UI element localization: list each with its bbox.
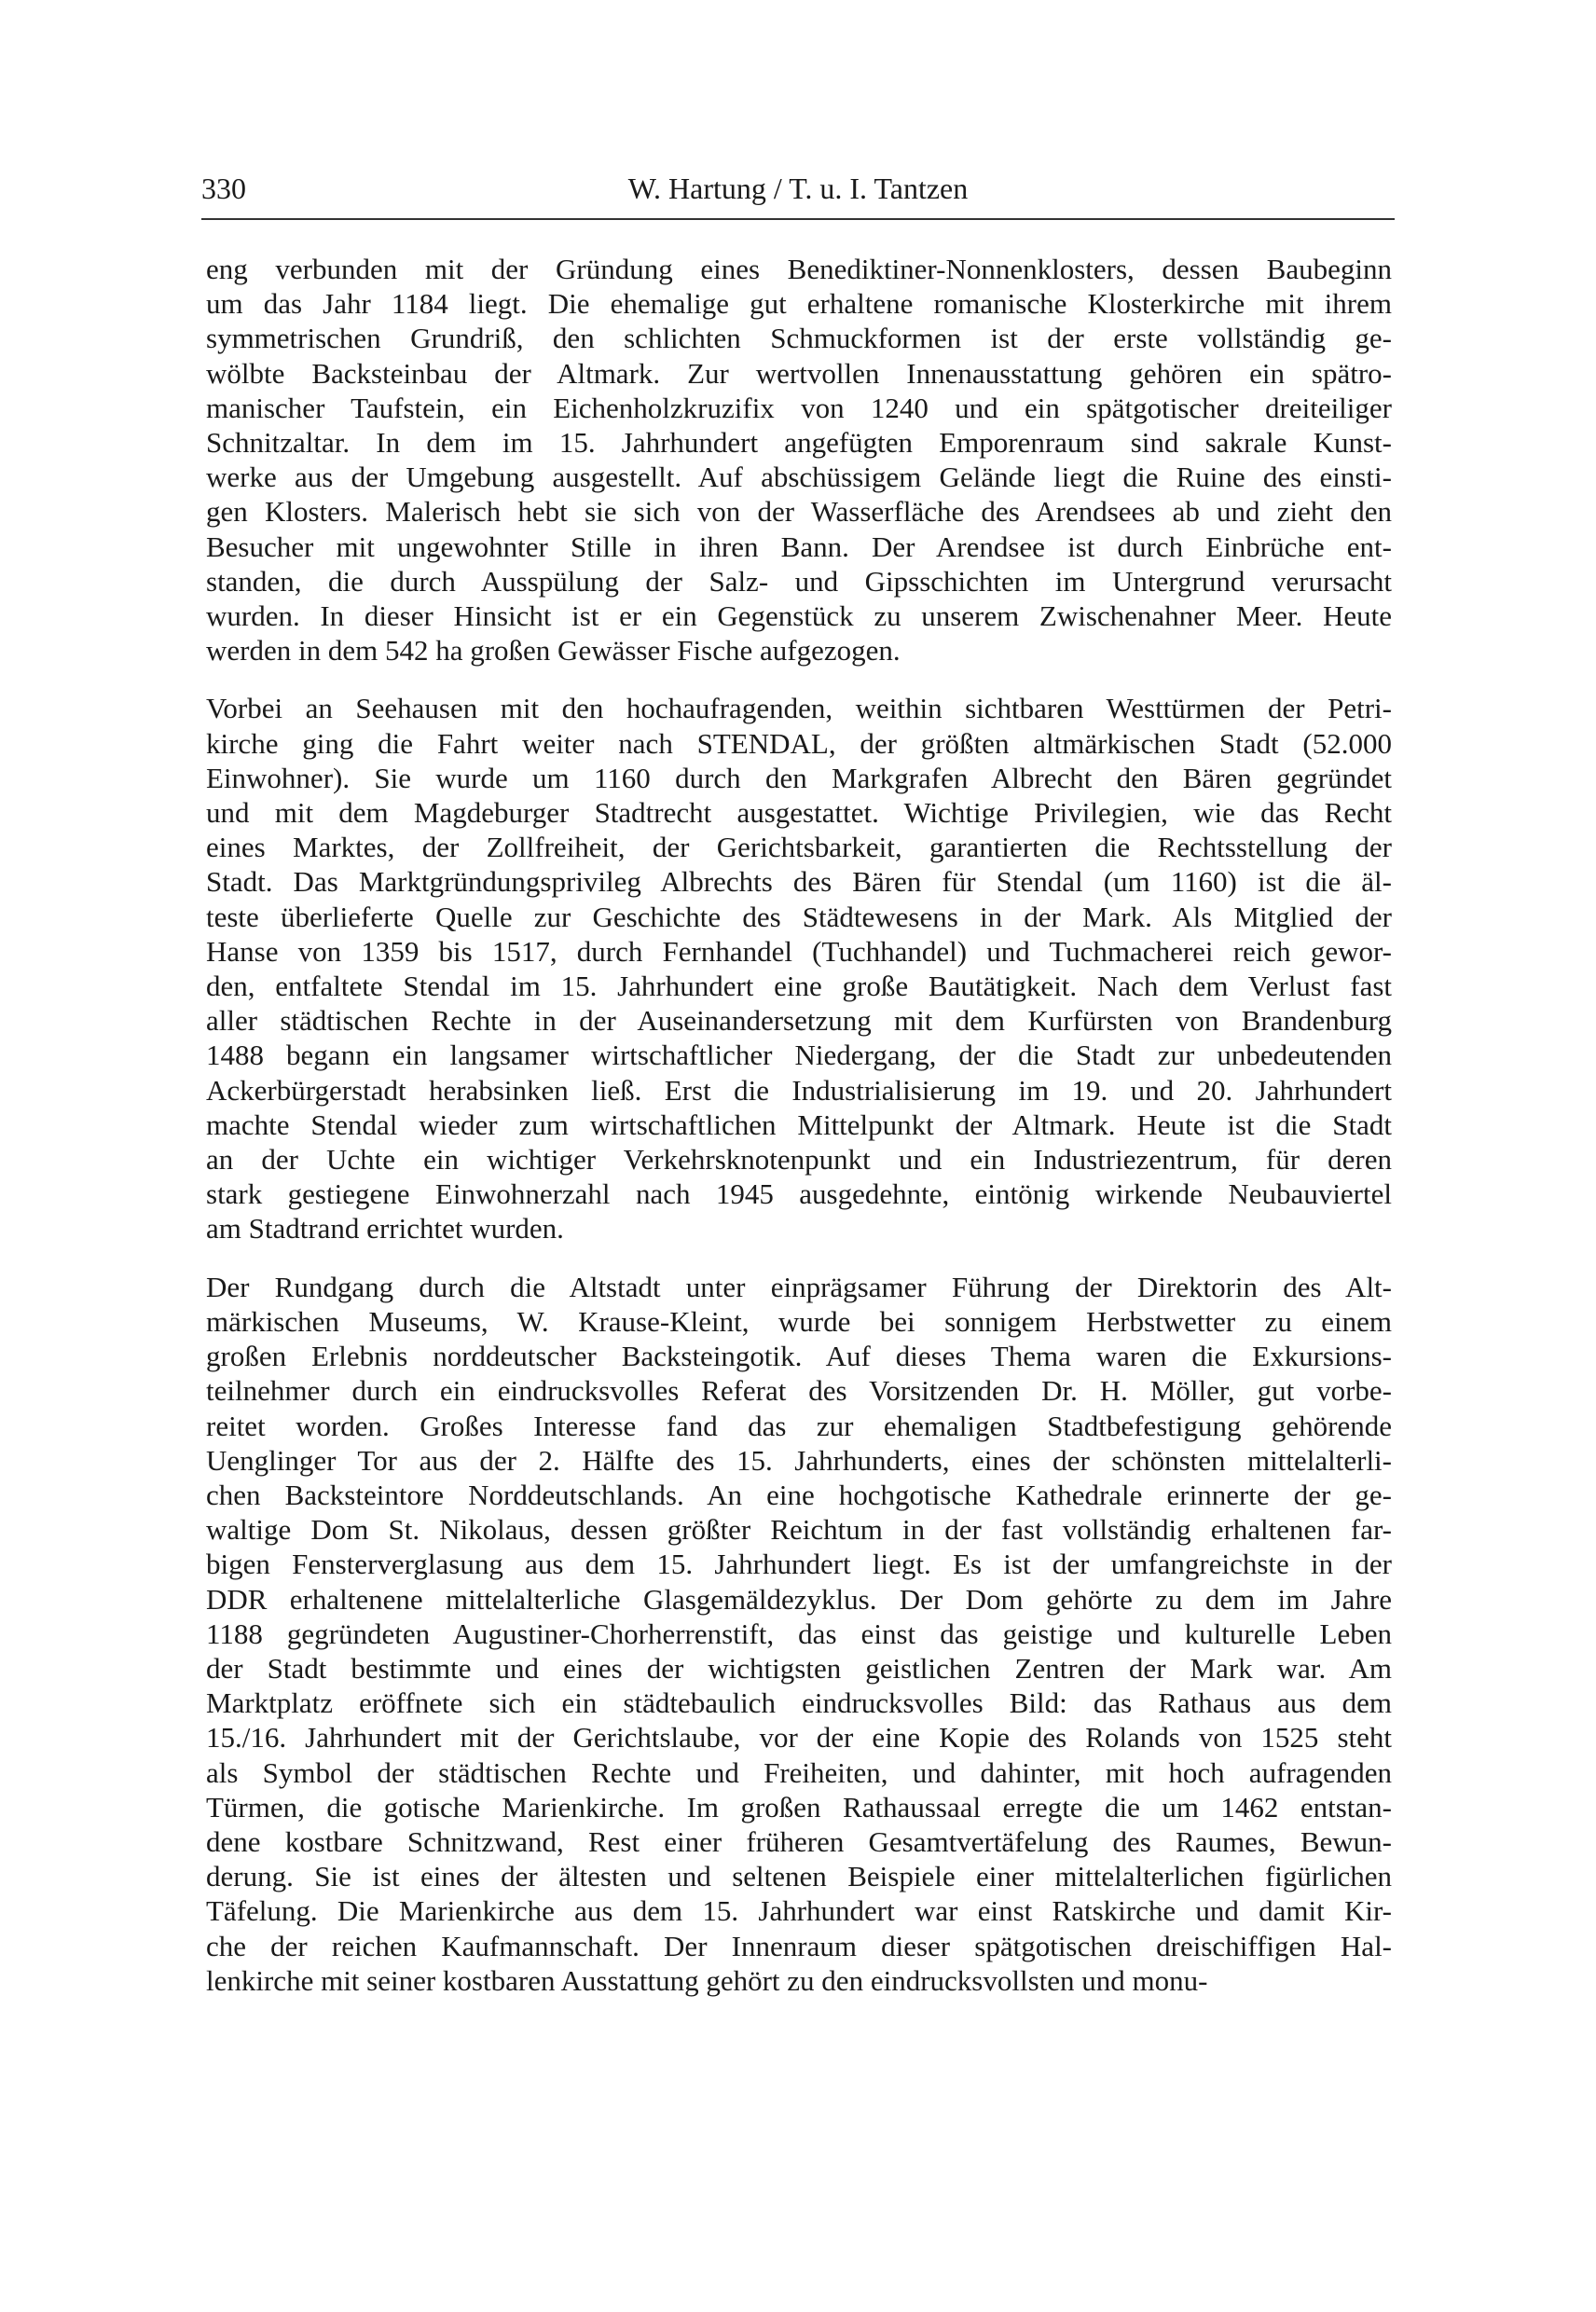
text-line: Marktplatz eröffnete sich ein städtebaulich eindrucksvolles Bild: das Rathaus aus dem <box>206 1686 1392 1720</box>
text-line: dene kostbare Schnitzwand, Rest einer früheren Gesamtvertäfelung des Raumes, Bewun- <box>206 1824 1392 1858</box>
page-number: 330 <box>201 172 246 205</box>
text-line: Hanse von 1359 bis 1517, durch Fernhandel (Tuchhandel) und Tuchmacherei reich gewor- <box>206 934 1392 968</box>
text-line: am Stadtrand errichtet wurden. <box>206 1212 564 1245</box>
text-line: wurden. In dieser Hinsicht ist er ein Gegenstück zu unserem Zwischenahner Meer. Heute <box>206 599 1392 633</box>
text-line: manischer Taufstein, ein Eichenholzkruzifix von 1240 und ein spätgotischer dreiteiliger <box>206 391 1392 424</box>
text-line: 15./16. Jahrhundert mit der Gerichtslaube, vor der eine Kopie des Rolands von 1525 steht <box>206 1721 1392 1755</box>
text-line: Türmen, die gotische Marienkirche. Im großen Rathaussaal erregte die um 1462 entstan- <box>206 1790 1392 1823</box>
text-line: werden in dem 542 ha großen Gewässer Fische aufgezogen. <box>206 634 901 667</box>
text-line: 1188 gegründeten Augustiner-Chorherrenstift, das einst das geistige und kulturelle Leben <box>206 1617 1392 1650</box>
paragraph <box>206 252 1392 667</box>
text-line: standen, die durch Ausspülung der Salz- und Gipsschichten im Untergrund verursacht <box>206 564 1392 598</box>
text-line: bigen Fensterverglasung aus dem 15. Jahrhundert liegt. Es ist der umfangreichste in der <box>206 1548 1392 1581</box>
running-head: W. Hartung / T. u. I. Tantzen <box>627 172 969 205</box>
body-text <box>206 252 1392 1998</box>
text-line: teste überlieferte Quelle zur Geschichte des Städtewesens in der Mark. Als Mitglied der <box>206 900 1392 933</box>
text-line: Ackerbürgerstadt herabsinken ließ. Erst die Industrialisierung im 19. und 20. Jahrhundert <box>206 1073 1392 1107</box>
text-line: Stadt. Das Marktgründungsprivileg Albrechts des Bären für Stendal (um 1160) ist die äl- <box>206 865 1392 899</box>
text-line: werke aus der Umgebung ausgestellt. Auf abschüssigem Gelände liegt die Ruine des einsti- <box>206 461 1392 494</box>
text-line: reitet worden. Großes Interesse fand das zur ehemaligen Stadtbefestigung gehörende <box>206 1409 1392 1442</box>
text-line: Der Rundgang durch die Altstadt unter einprägsamer Führung der Direktorin des Alt- <box>206 1270 1392 1303</box>
text-line: lenkirche mit seiner kostbaren Ausstattung gehört zu den eindrucksvollsten und monu- <box>206 1963 1208 1997</box>
text-line: eines Marktes, der Zollfreiheit, der Gerichtsbarkeit, garantierten die Rechtsstellung der <box>206 831 1392 864</box>
text-line: kirche ging die Fahrt weiter nach STENDAL, der größten altmärkischen Stadt (52.000 <box>206 726 1392 760</box>
header-rule <box>201 218 1395 220</box>
text-line: den, entfaltete Stendal im 15. Jahrhundert eine große Bautätigkeit. Nach dem Verlust fast <box>206 970 1392 1003</box>
text-line: wölbte Backsteinbau der Altmark. Zur wertvollen Innenausstattung gehören ein spätro- <box>206 356 1392 390</box>
text-line: eng verbunden mit der Gründung eines Benediktiner-Nonnenklosters, dessen Baubeginn <box>206 253 1392 285</box>
text-line: Vorbei an Seehausen mit den hochaufragenden, weithin sichtbaren Westtürmen der Petri- <box>206 692 1392 725</box>
text-line: gen Klosters. Malerisch hebt sie sich von der Wasserfläche des Arendsees ab und zieht den <box>206 495 1392 529</box>
text-line: DDR erhaltenene mittelalterliche Glasgemäldezyklus. Der Dom gehörte zu dem im Jahre <box>206 1582 1392 1616</box>
text-line: an der Uchte ein wichtiger Verkehrsknotenpunkt und ein Industriezentrum, für deren <box>206 1143 1392 1177</box>
text-line: Täfelung. Die Marienkirche aus dem 15. Jahrhundert war einst Ratskirche und damit Kir- <box>206 1894 1392 1928</box>
text-line: machte Stendal wieder zum wirtschaftlichen Mittelpunkt der Altmark. Heute ist die Stadt <box>206 1108 1392 1141</box>
text-line: Uenglinger Tor aus der 2. Hälfte des 15. Jahrhunderts, eines der schönsten mittelalterli- <box>206 1443 1392 1477</box>
paragraph <box>206 1270 1392 1998</box>
text-line: 1488 begann ein langsamer wirtschaftlicher Niedergang, der die Stadt zur unbedeutenden <box>206 1039 1392 1072</box>
text-line: und mit dem Magdeburger Stadtrecht ausgestattet. Wichtige Privilegien, wie das Recht <box>206 796 1392 830</box>
text-line: waltige Dom St. Nikolaus, dessen größter Reichtum in der fast vollständig erhaltenen far- <box>206 1513 1392 1547</box>
text-line: symmetrischen Grundriß, den schlichten Schmuckformen ist der erste vollständig ge- <box>206 322 1392 355</box>
paragraph <box>206 691 1392 1245</box>
text-line: der Stadt bestimmte und eines der wichtigsten geistlichen Zentren der Mark war. Am <box>206 1651 1392 1685</box>
text-line: um das Jahr 1184 liegt. Die ehemalige gut erhaltene romanische Klosterkirche mit ihrem <box>206 287 1392 321</box>
text-line: chen Backsteintore Norddeutschlands. An eine hochgotische Kathedrale erinnerte der ge- <box>206 1478 1392 1511</box>
text-line: als Symbol der städtischen Rechte und Freiheiten, und dahinter, mit hoch aufragenden <box>206 1755 1392 1789</box>
text-line: teilnehmer durch ein eindrucksvolles Referat des Vorsitzenden Dr. H. Möller, gut vorbe- <box>206 1374 1392 1408</box>
text-line: stark gestiegene Einwohnerzahl nach 1945 ausgedehnte, eintönig wirkende Neubauviertel <box>206 1177 1392 1211</box>
text-line: Besucher mit ungewohnter Stille in ihren Bann. Der Arendsee ist durch Einbrüche ent- <box>206 530 1392 563</box>
text-line: Einwohner). Sie wurde um 1160 durch den Markgrafen Albrecht den Bären gegründet <box>206 761 1392 794</box>
page-header <box>201 164 1395 211</box>
text-line: märkischen Museums, W. Krause-Kleint, wurde bei sonnigem Herbstwetter zu einem <box>206 1304 1392 1338</box>
text-line: großen Erlebnis norddeutscher Backsteingotik. Auf dieses Thema waren die Exkursions- <box>206 1340 1392 1373</box>
text-line: derung. Sie ist eines der ältesten und seltenen Beispiele einer mittelalterlichen figürlichen <box>206 1860 1392 1893</box>
text-line: aller städtischen Rechte in der Auseinandersetzung mit dem Kurfürsten von Brandenburg <box>206 1004 1392 1038</box>
text-line: che der reichen Kaufmannschaft. Der Innenraum dieser spätgotischen dreischiffigen Hal- <box>206 1929 1392 1962</box>
text-line: Schnitzaltar. In dem im 15. Jahrhundert angefügten Emporenraum sind sakrale Kunst- <box>206 426 1392 460</box>
